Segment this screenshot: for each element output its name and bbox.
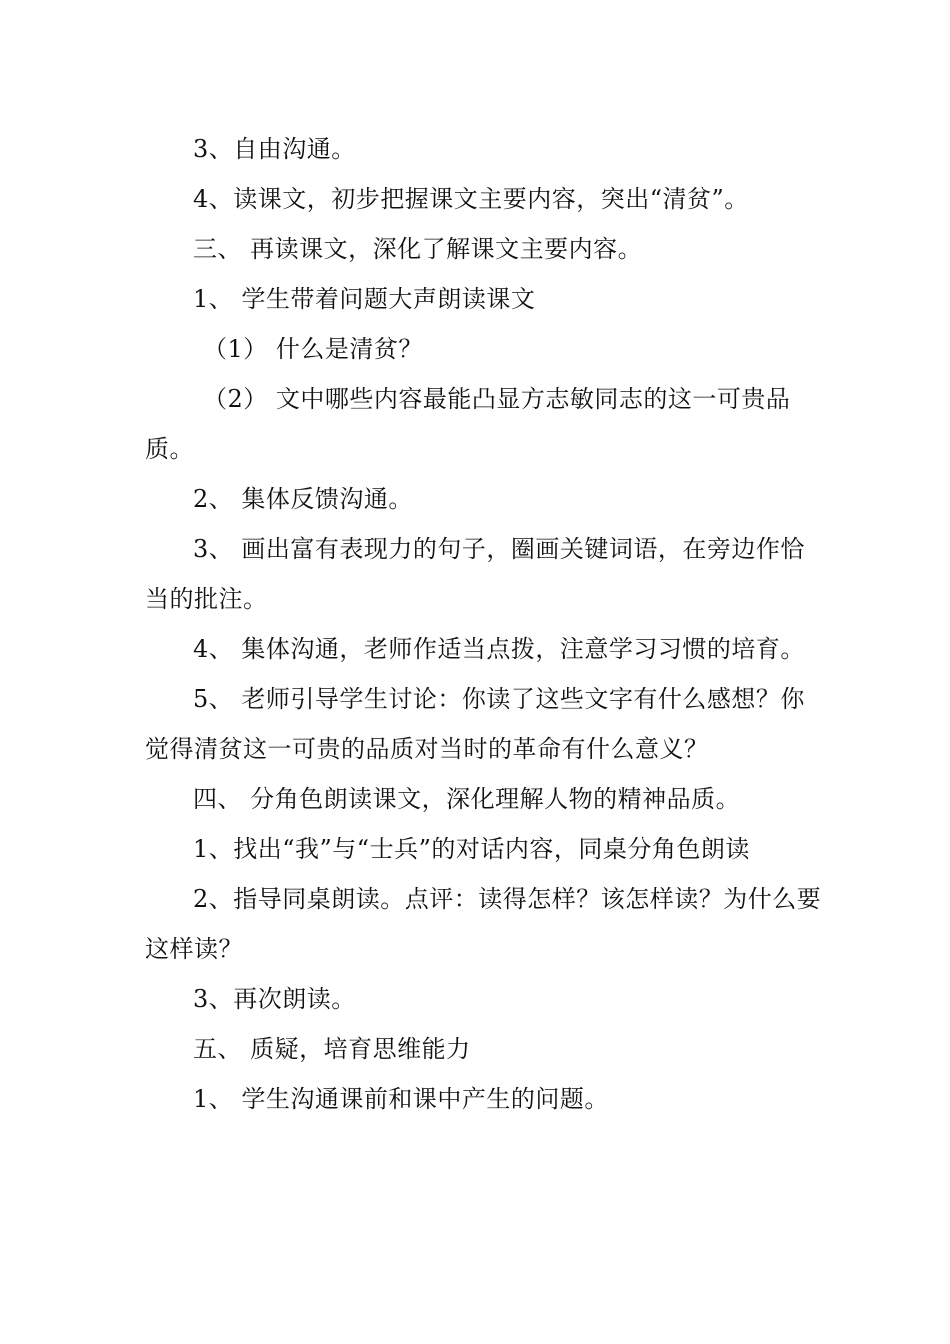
paragraph: 1、找出“我”与“士兵”的对话内容，同桌分角色朗读 — [193, 835, 750, 863]
paragraph: 4、读课文，初步把握课文主要内容，突出“清贫”。 — [193, 185, 749, 213]
paragraph: 3、自由沟通。 — [193, 135, 356, 163]
paragraph: 2、指导同桌朗读。点评：读得怎样？该怎样读？为什么要这样读？ — [145, 885, 822, 963]
paragraph: 3、 画出富有表现力的句子，圈画关键词语，在旁边作恰当的批注。 — [145, 535, 805, 613]
paragraph: 1、 学生带着问题大声朗读课文 — [193, 285, 536, 313]
sub-question: （1） 什么是清贫？ — [203, 335, 423, 363]
paragraph: 1、 学生沟通课前和课中产生的问题。 — [193, 1085, 609, 1113]
section-heading: 四、 分角色朗读课文，深化理解人物的精神品质。 — [193, 785, 741, 813]
paragraph: 5、 老师引导学生讨论：你读了这些文字有什么感想？你觉得清贫这一可贵的品质对当时的革命有什么意义？ — [145, 685, 805, 763]
sub-question: （2） 文中哪些内容最能凸显方志敏同志的这一可贵品质。 — [145, 385, 791, 463]
paragraph: 4、 集体沟通，老师作适当点拨，注意学习习惯的培育。 — [193, 635, 805, 663]
document-body — [145, 124, 829, 1124]
section-heading: 三、 再读课文，深化了解课文主要内容。 — [193, 235, 643, 263]
paragraph: 3、再次朗读。 — [193, 985, 356, 1013]
section-heading: 五、 质疑，培育思维能力 — [193, 1035, 471, 1063]
paragraph: 2、 集体反馈沟通。 — [193, 485, 413, 513]
